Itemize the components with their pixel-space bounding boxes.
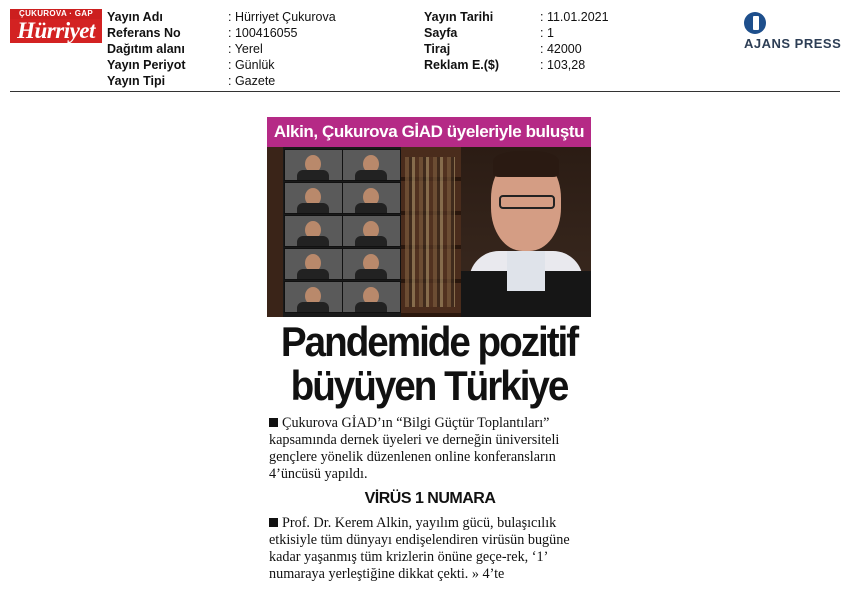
bullet-square-icon	[269, 518, 278, 527]
participant-tile	[342, 248, 401, 280]
meta-label: Referans No	[107, 26, 181, 40]
meta-value: : Gazete	[228, 74, 276, 88]
video-call-grid	[283, 147, 401, 317]
meta-row-distribution	[107, 41, 336, 57]
speaker-figure	[461, 147, 591, 317]
meta-value: : Günlük	[228, 58, 275, 72]
participant-tile	[284, 248, 343, 280]
meta-row-publication-name	[107, 9, 336, 25]
meta-row-circulation	[424, 41, 609, 57]
glasses-icon	[499, 195, 555, 209]
meta-label: Tiraj	[424, 42, 451, 56]
participant-tile	[284, 215, 343, 247]
meta-value: : Hürriyet Çukurova	[228, 10, 336, 24]
article-headline	[275, 320, 582, 408]
meta-label: Yayın Periyot	[107, 58, 186, 72]
paragraph-text: Prof. Dr. Kerem Alkin, yayılım gücü, bulaşıcılık etkisiyle tüm dünyayı endişelendiren virüsün bugüne kadar yaşanmış tüm krizlerin önüne geçe-rek, ‘1’ numaraya yerleştiğine dikkat çekti. » 4’te	[269, 515, 570, 582]
meta-label: Yayın Adı	[107, 10, 163, 24]
bullet-square-icon	[269, 418, 278, 427]
participant-tile	[342, 149, 401, 181]
ajans-press-wordmark: AJANS PRESS	[744, 36, 842, 51]
meta-value: : 1	[540, 26, 554, 40]
article-paragraph	[269, 515, 591, 583]
meta-row-type	[107, 73, 336, 89]
hurriyet-logo	[10, 9, 102, 43]
participant-tile	[342, 182, 401, 214]
participant-tile	[284, 182, 343, 214]
publication-meta-left	[107, 9, 336, 89]
paragraph-text: Çukurova GİAD’ın “Bilgi Güçtür Toplantıları” kapsamında dernek üyeleri ve derneğin üniversiteli gençlere yönelik düzenlenen online konferansların 4’üncüsü yapıldı.	[269, 415, 560, 482]
meta-value: : 11.01.2021	[540, 10, 609, 24]
meta-value: : 42000	[540, 42, 582, 56]
meta-label: Sayfa	[424, 26, 458, 40]
participant-tile	[284, 149, 343, 181]
headline-line: büyüyen Türkiye	[290, 362, 568, 409]
ajans-press-logo	[744, 12, 844, 52]
article-photo	[267, 117, 591, 317]
participant-tile	[284, 281, 343, 313]
meta-value: : 103,28	[540, 58, 586, 72]
participant-tile	[342, 215, 401, 247]
headline-line: Pandemide pozitif	[280, 318, 578, 365]
header-divider	[10, 91, 840, 92]
photo-banner: Alkin, Çukurova GİAD üyeleriyle buluştu	[267, 117, 591, 147]
meta-row-page	[424, 25, 609, 41]
article-subhead: VİRÜS 1 NUMARA	[364, 490, 496, 507]
meta-label: Reklam E.($)	[424, 58, 500, 72]
ajans-press-icon	[744, 12, 766, 34]
logo-wordmark: Hürriyet	[10, 19, 102, 43]
article-paragraph	[269, 415, 591, 483]
meta-row-date	[424, 9, 609, 25]
meta-label: Dağıtım alanı	[107, 42, 185, 56]
logo-region-text: ÇUKUROVA · GAP	[10, 9, 102, 19]
participant-tile	[342, 281, 401, 313]
meta-label: Yayın Tarihi	[424, 10, 494, 24]
meta-label: Yayın Tipi	[107, 74, 166, 88]
meta-value: : Yerel	[228, 42, 263, 56]
meta-row-reference-no	[107, 25, 336, 41]
publication-meta-right	[424, 9, 609, 73]
meta-row-period	[107, 57, 336, 73]
meta-row-ad-equivalent	[424, 57, 609, 73]
books	[405, 157, 455, 307]
meta-value: : 100416055	[228, 26, 298, 40]
